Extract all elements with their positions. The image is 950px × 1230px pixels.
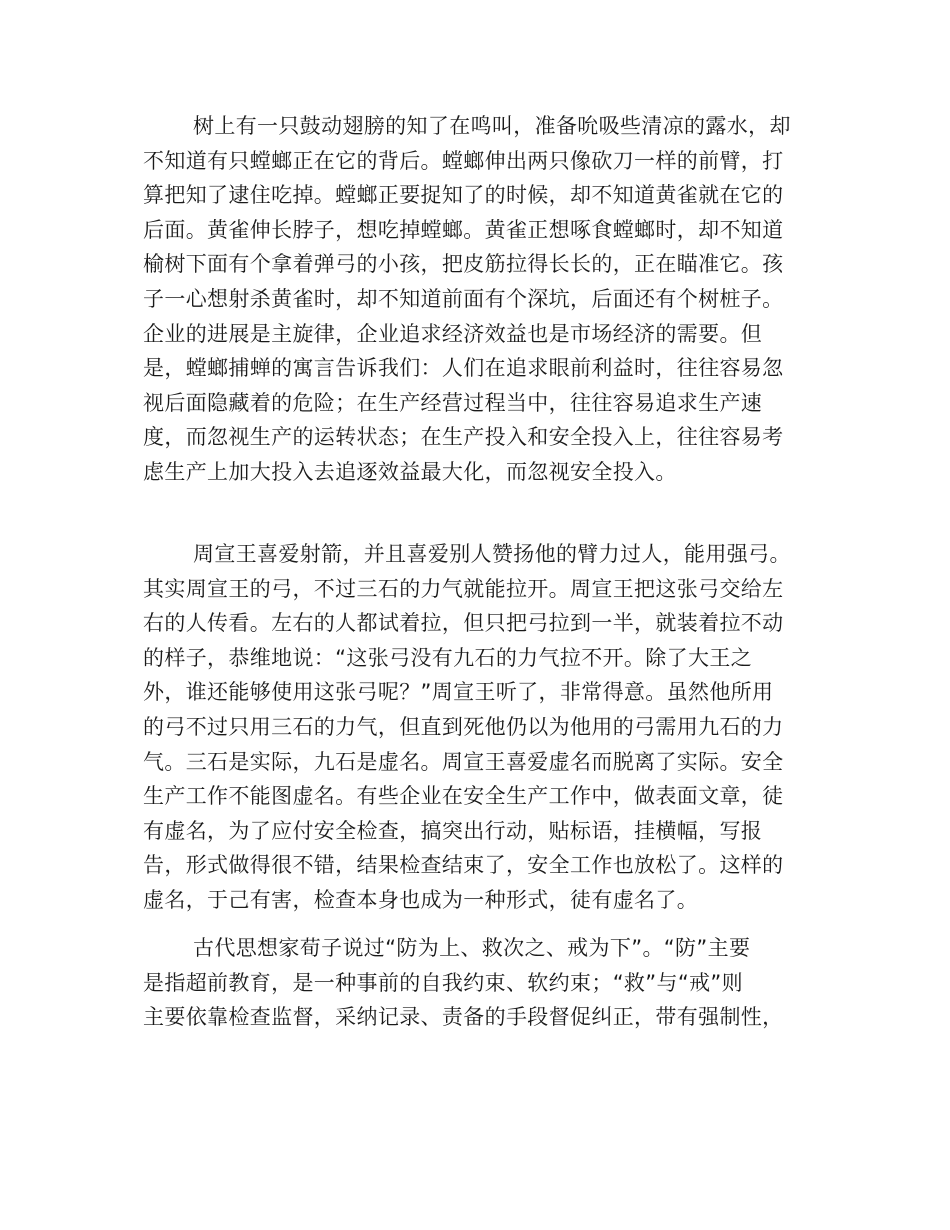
text-line: 有虚名，为了应付安全检查，搞突出行动，贴标语，挂横幅，写报 [143, 818, 763, 843]
text-line: 其实周宣王的弓，不过三石的力气就能拉开。周宣王把这张弓交给左 [143, 576, 784, 601]
text-line: 视后面隐藏着的危险；在生产经营过程当中，往往容易追求生产速 [143, 390, 763, 415]
paragraph-king-xuan-bow [143, 537, 813, 918]
text-line: 主要依靠检查监督，采纳记录、责备的手段督促纠正，带有强制性， [143, 1005, 784, 1030]
text-line: 不知道有只螳螂正在它的背后。螳螂伸出两只像砍刀一样的前臂，打 [143, 148, 784, 173]
text-line: 生产工作不能图虚名。有些企业在安全生产工作中，做表面文章，徒 [143, 784, 784, 809]
text-line: 度，而忽视生产的运转状态；在生产投入和安全投入上，往往容易考 [143, 425, 784, 450]
text-line: 的样子，恭维地说：“这张弓没有九石的力气拉不开。除了大王之 [143, 645, 753, 670]
text-line: 气。三石是实际，九石是虚名。周宣王喜爱虚名而脱离了实际。安全 [143, 749, 784, 774]
text-line: 榆树下面有个拿着弹弓的小孩，把皮筋拉得长长的，正在瞄准它。孩 [143, 252, 784, 277]
text-line: 虚名，于己有害，检查本身也成为一种形式，徒有虚名了。 [143, 887, 699, 912]
text-line: 告，形式做得很不错，结果检查结束了，安全工作也放松了。这样的 [143, 853, 784, 878]
text-line: 右的人传看。左右的人都试着拉，但只把弓拉到一半，就装着拉不动 [143, 611, 784, 636]
text-line: 周宣王喜爱射箭，并且喜爱别人赞扬他的臂力过人，能用强弓。 [193, 542, 791, 566]
paragraph-xunzi-prevention [143, 931, 813, 1035]
text-line: 企业的进展是主旋律，企业追求经济效益也是市场经济的需要。但 [143, 321, 763, 346]
text-line: 外，谁还能够使用这张弓呢？”周宣王听了，非常得意。虽然他所用 [143, 680, 774, 705]
text-line: 虑生产上加大投入去追逐效益最大化，而忽视安全投入。 [143, 459, 677, 484]
text-line: 算把知了逮住吃掉。螳螂正要捉知了的时候，却不知道黄雀就在它的 [143, 183, 784, 208]
text-line: 子一心想射杀黄雀时，却不知道前面有个深坑，后面还有个树桩子。 [143, 286, 784, 311]
text-line: 后面。黄雀伸长脖子，想吃掉螳螂。黄雀正想啄食螳螂时，却不知道 [143, 217, 784, 242]
text-line: 的弓不过只用三石的力气，但直到死他仍以为他用的弓需用九石的力 [143, 714, 784, 739]
text-line: 古代思想家荀子说过“防为上、救次之、戒为下”。“防”主要 [193, 936, 751, 960]
text-line: 是，螳螂捕蝉的寓言告诉我们：人们在追求眼前利益时，往往容易忽 [143, 356, 784, 381]
text-line: 树上有一只鼓动翅膀的知了在鸣叫，准备吮吸些清凉的露水，却 [193, 114, 791, 138]
paragraph-mantis-cicada [143, 109, 813, 490]
text-line: 是指超前教育，是一种事前的自我约束、软约束；“救”与“戒”则 [143, 970, 744, 995]
